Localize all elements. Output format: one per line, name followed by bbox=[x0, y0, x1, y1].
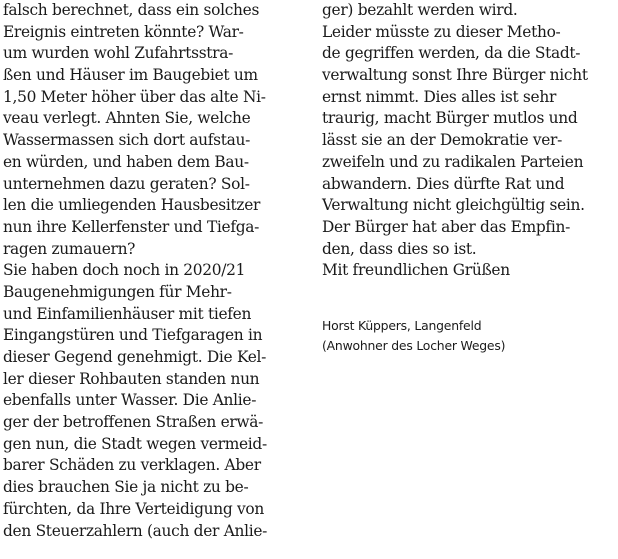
text-line: 1,50 Meter höher über das alte Ni- bbox=[3, 87, 266, 106]
author-signature bbox=[322, 316, 505, 356]
text-line: falsch berechnet, dass ein solches bbox=[3, 1, 260, 19]
text-line: dies brauchen Sie ja nicht zu be- bbox=[3, 478, 249, 497]
text-line: dieser Gegend genehmigt. Die Kel- bbox=[3, 348, 267, 366]
text-line: Baugenehmigungen für Mehr- bbox=[3, 282, 232, 301]
text-line: veau verlegt. Ahnten Sie, welche bbox=[3, 109, 251, 128]
text-line: ragen zumauern? bbox=[3, 239, 136, 258]
right-text-column bbox=[322, 0, 618, 282]
text-line: Verwaltung nicht gleichgültig sein. bbox=[322, 196, 585, 215]
text-line: und Einfamilienhäuser mit tiefen bbox=[3, 304, 252, 323]
text-line: um wurden wohl Zufahrtsstra- bbox=[3, 44, 234, 63]
text-line: zweifeln und zu radikalen Parteien bbox=[322, 152, 584, 171]
text-line: ßen und Häuser im Baugebiet um bbox=[3, 66, 258, 85]
text-line: verwaltung sonst Ihre Bürger nicht bbox=[322, 66, 588, 85]
text-line: ler dieser Rohbauten standen nun bbox=[3, 369, 260, 388]
text-line: ebenfalls unter Wasser. Die Anlie- bbox=[3, 391, 257, 410]
text-line: fürchten, da Ihre Verteidigung von bbox=[3, 499, 265, 518]
text-line: traurig, macht Bürger mutlos und bbox=[322, 109, 578, 128]
text-line: gen nun, die Stadt wegen vermeid- bbox=[3, 434, 267, 453]
text-line: ger der betroffenen Straßen erwä- bbox=[3, 413, 264, 432]
text-line: abwandern. Dies dürfte Rat und bbox=[322, 174, 565, 193]
text-line: den Steuerzahlern (auch der Anlie- bbox=[3, 521, 268, 540]
author-name: Horst Küppers, Langenfeld bbox=[322, 318, 482, 333]
text-line: en würden, und haben dem Bau- bbox=[3, 152, 249, 171]
text-line: Eingangstüren und Tiefgaragen in bbox=[3, 326, 263, 345]
text-line: lässt sie an der Demokratie ver- bbox=[322, 131, 563, 150]
text-line: len die umliegenden Hausbesitzer bbox=[3, 196, 261, 215]
text-line: Sie haben doch noch in 2020/21 bbox=[3, 261, 246, 280]
text-line: Mit freundlichen Grüßen bbox=[322, 261, 510, 280]
text-line: unternehmen dazu geraten? Sol- bbox=[3, 174, 250, 193]
left-text-column bbox=[3, 0, 300, 542]
text-line: Ereignis eintreten könnte? War- bbox=[3, 22, 244, 41]
text-line: ernst nimmt. Dies alles ist sehr bbox=[322, 87, 556, 106]
text-line: Leider müsste zu dieser Metho- bbox=[322, 22, 561, 41]
text-line: ger) bezahlt werden wird. bbox=[322, 1, 518, 19]
text-line: den, dass dies so ist. bbox=[322, 239, 477, 258]
text-line: de gegriffen werden, da die Stadt- bbox=[322, 44, 581, 63]
text-line: nun ihre Kellerfenster und Tiefga- bbox=[3, 217, 260, 236]
text-line: Der Bürger hat aber das Empfin- bbox=[322, 217, 570, 236]
text-line: barer Schäden zu verklagen. Aber bbox=[3, 456, 261, 475]
text-line: Wassermassen sich dort aufstau- bbox=[3, 131, 251, 150]
author-note: (Anwohner des Locher Weges) bbox=[322, 338, 506, 353]
